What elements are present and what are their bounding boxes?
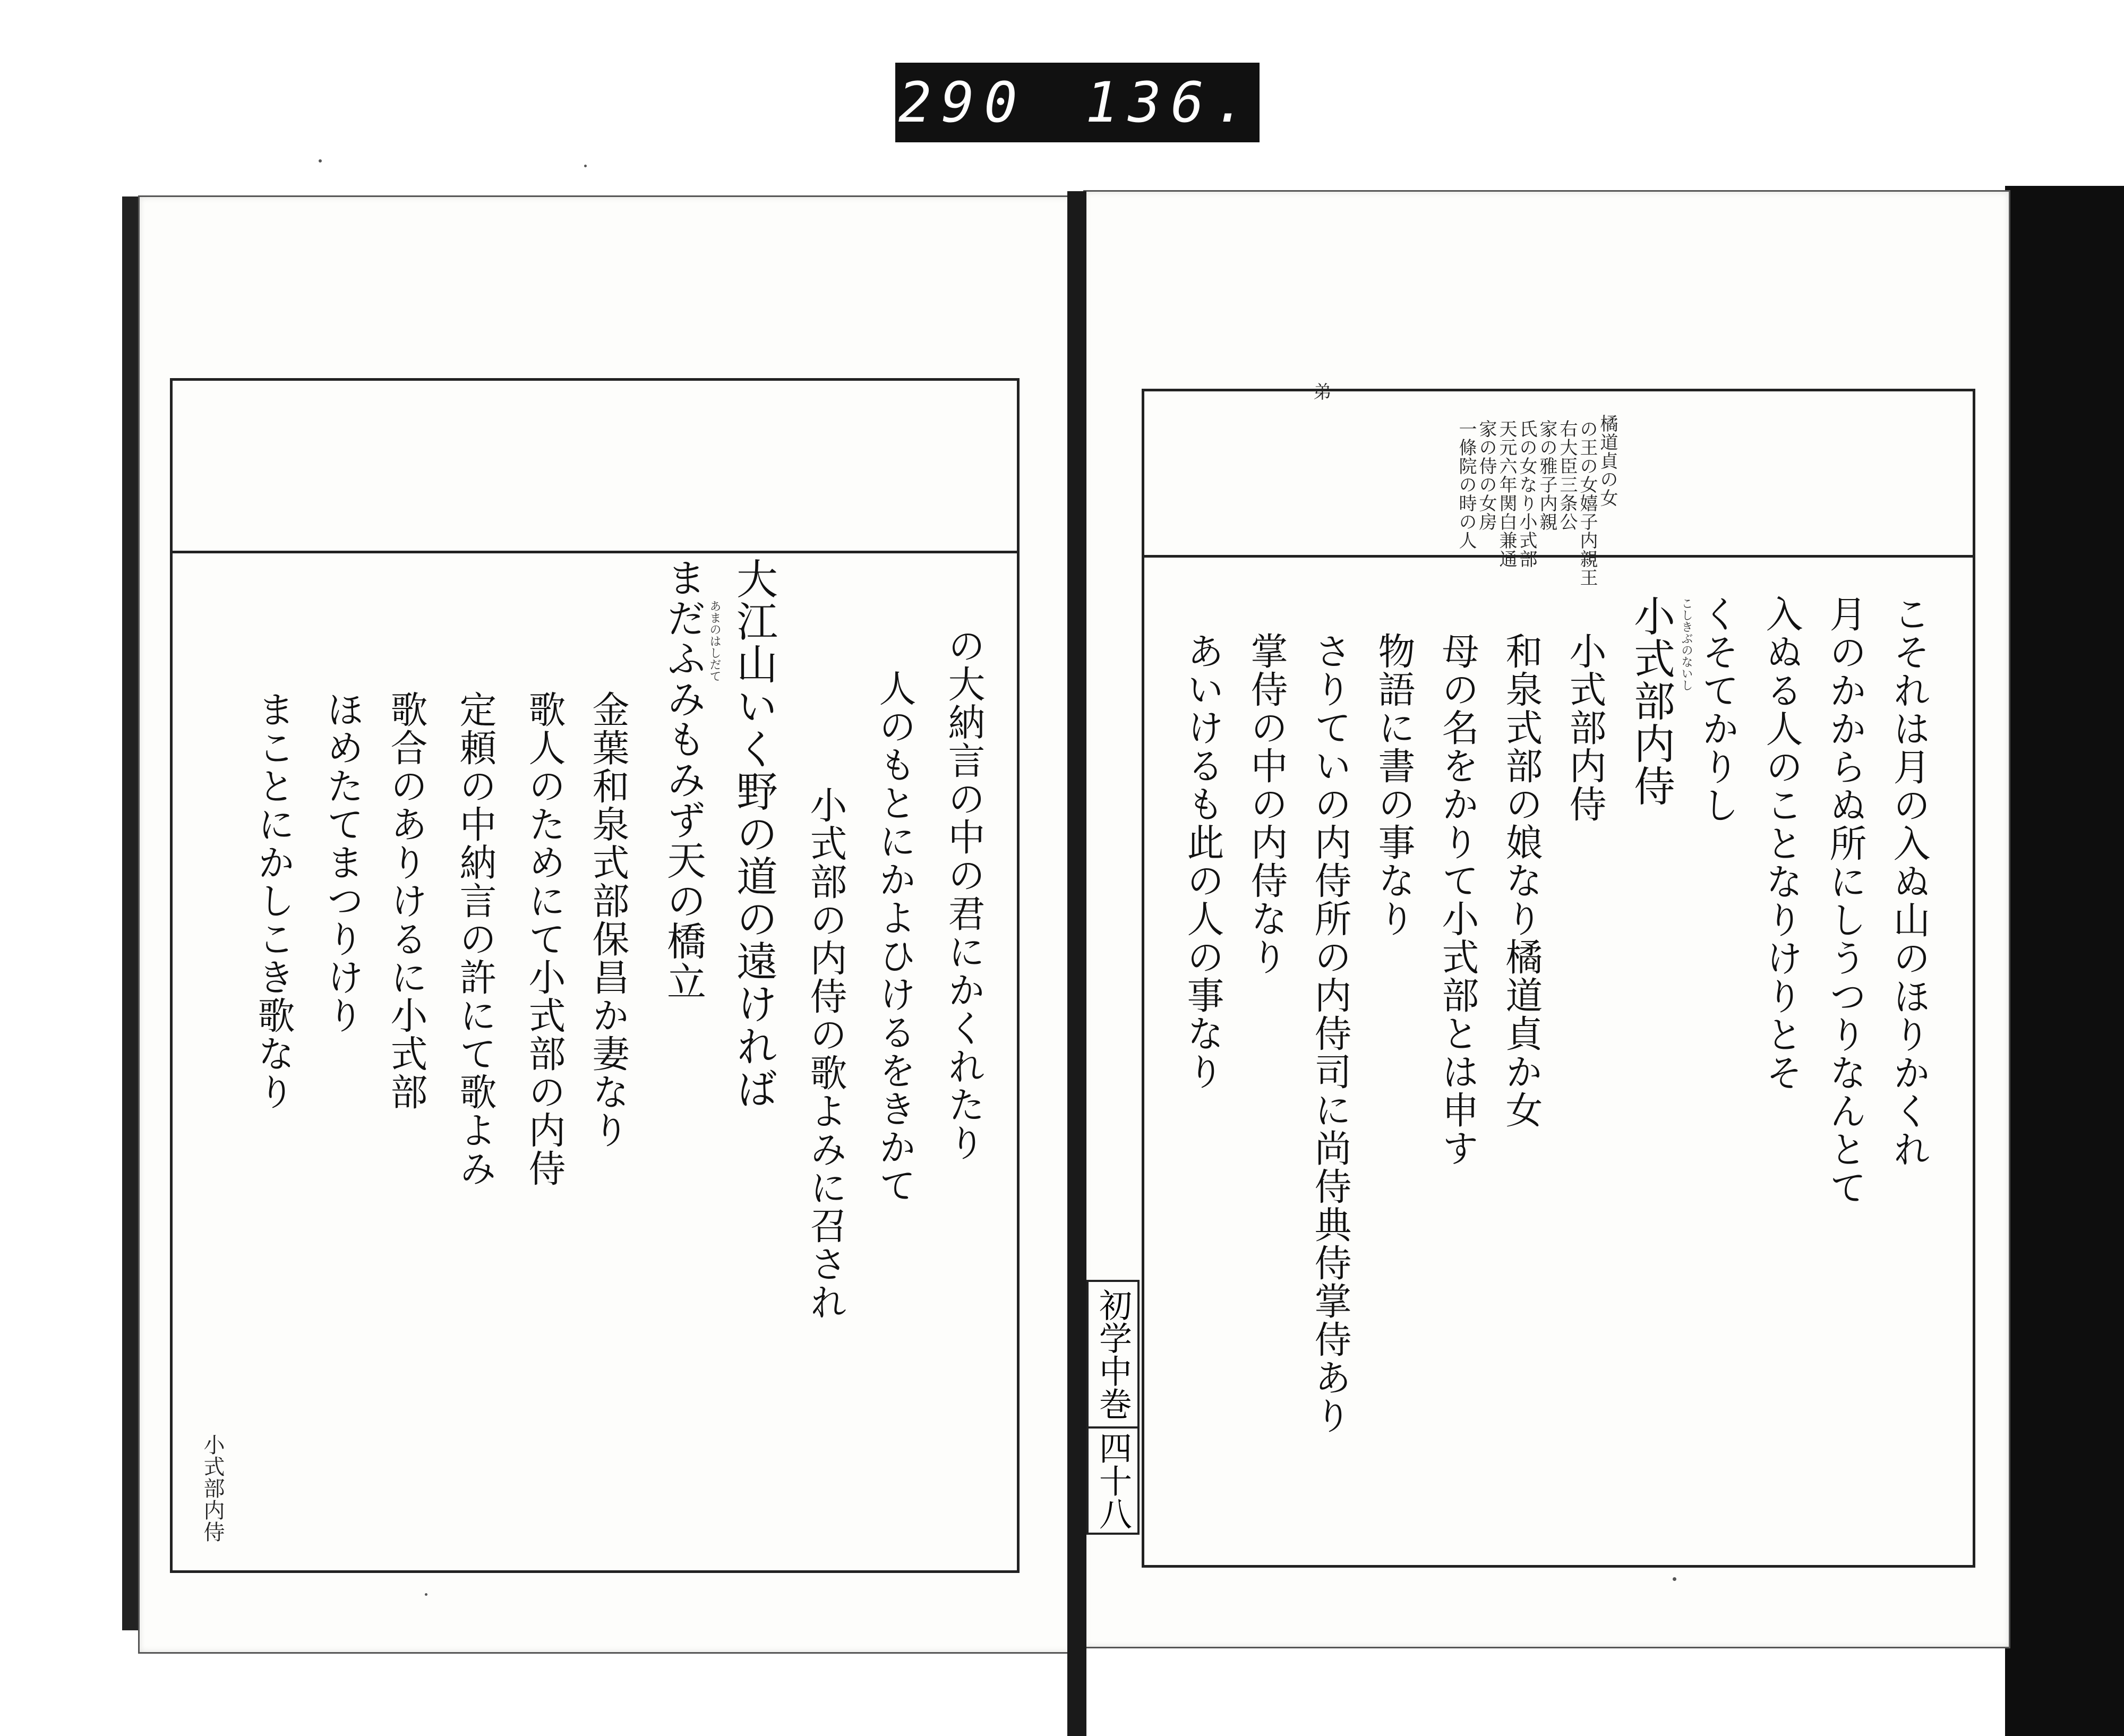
signature-note: 小式部内侍 bbox=[200, 1434, 225, 1543]
poem-line: まだふみもみず天の橋立 bbox=[661, 558, 706, 1002]
frame-number: 136. bbox=[1085, 70, 1257, 135]
text-column: 小式部内侍 bbox=[1563, 632, 1607, 823]
text-column: の大納言の中の君にかくれたり bbox=[942, 627, 986, 1162]
text-column: あいけるも此の人の事なり bbox=[1181, 632, 1224, 1091]
text-column: 和泉式部の娘なり橘道貞か女 bbox=[1500, 632, 1543, 1129]
page-number-tab: 四十八 bbox=[1086, 1426, 1140, 1535]
scan-speck bbox=[425, 1593, 427, 1596]
scan-speck bbox=[1673, 1577, 1676, 1581]
right-book-cover bbox=[2005, 186, 2124, 1736]
text-column: 母の名をかりて小式部とは申す bbox=[1436, 632, 1479, 1167]
text-column: 小式部の内侍の歌よみに召され bbox=[804, 786, 847, 1321]
header-note: 一條院の時の人 bbox=[1455, 420, 1477, 550]
header-note: 弟 bbox=[1310, 382, 1331, 401]
text-column: 定頼の中納言の許にて歌よみ bbox=[453, 690, 497, 1187]
article-title: 小式部内侍 bbox=[1627, 595, 1675, 807]
poem-line: 大江山いく野の道の遠ければ bbox=[730, 558, 777, 1110]
left-header-box bbox=[170, 378, 1020, 553]
text-column: 入ぬる人のことなりけりとそ bbox=[1760, 595, 1803, 1092]
header-note: の王の女嬉子内親王 bbox=[1577, 420, 1598, 587]
header-note: 橘道貞の女 bbox=[1597, 414, 1618, 507]
text-column: 人のもとにかよひけるをきかて bbox=[873, 669, 917, 1204]
header-note: 氏の女なり小式部 bbox=[1516, 420, 1537, 568]
text-column: 月のかからぬ所にしうつりなんとて bbox=[1823, 595, 1867, 1207]
text-column: くそてかりし bbox=[1696, 595, 1740, 824]
volume-title-tab: 初学中巻 bbox=[1086, 1280, 1140, 1429]
poem-ruby: あまのはしだて bbox=[708, 600, 721, 682]
header-note: 家の侍の女房 bbox=[1476, 420, 1497, 531]
header-note: 天元六年関白兼通 bbox=[1496, 420, 1517, 568]
text-column: 掌侍の中の内侍なり bbox=[1245, 632, 1288, 976]
reel-number: 290 bbox=[898, 70, 1027, 135]
text-column: 金葉和泉式部保昌か妻なり bbox=[586, 690, 630, 1149]
text-column: こそれは月の入ぬ山のほりかくれ bbox=[1887, 595, 1931, 1168]
book-spine bbox=[1067, 191, 1086, 1736]
text-column: ほめたてまつりけり bbox=[321, 690, 364, 1034]
text-column: 物語に書の事なり bbox=[1372, 632, 1416, 938]
text-column: まことにかしこき歌なり bbox=[252, 690, 295, 1111]
scan-speck bbox=[319, 159, 322, 163]
header-note: 右大臣三条公 bbox=[1556, 420, 1578, 531]
film-frame-label bbox=[895, 63, 1260, 142]
text-column: 歌合のありけるに小式部 bbox=[384, 690, 428, 1111]
text-column: 歌人のためにて小式部の内侍 bbox=[523, 690, 566, 1187]
header-note: 家の雅子内親 bbox=[1536, 420, 1557, 531]
scan-speck bbox=[584, 165, 587, 167]
text-column: さりていの内侍所の内侍司に尚侍典侍掌侍あり bbox=[1308, 632, 1352, 1435]
title-ruby: こしきぶのないし bbox=[1680, 597, 1693, 691]
